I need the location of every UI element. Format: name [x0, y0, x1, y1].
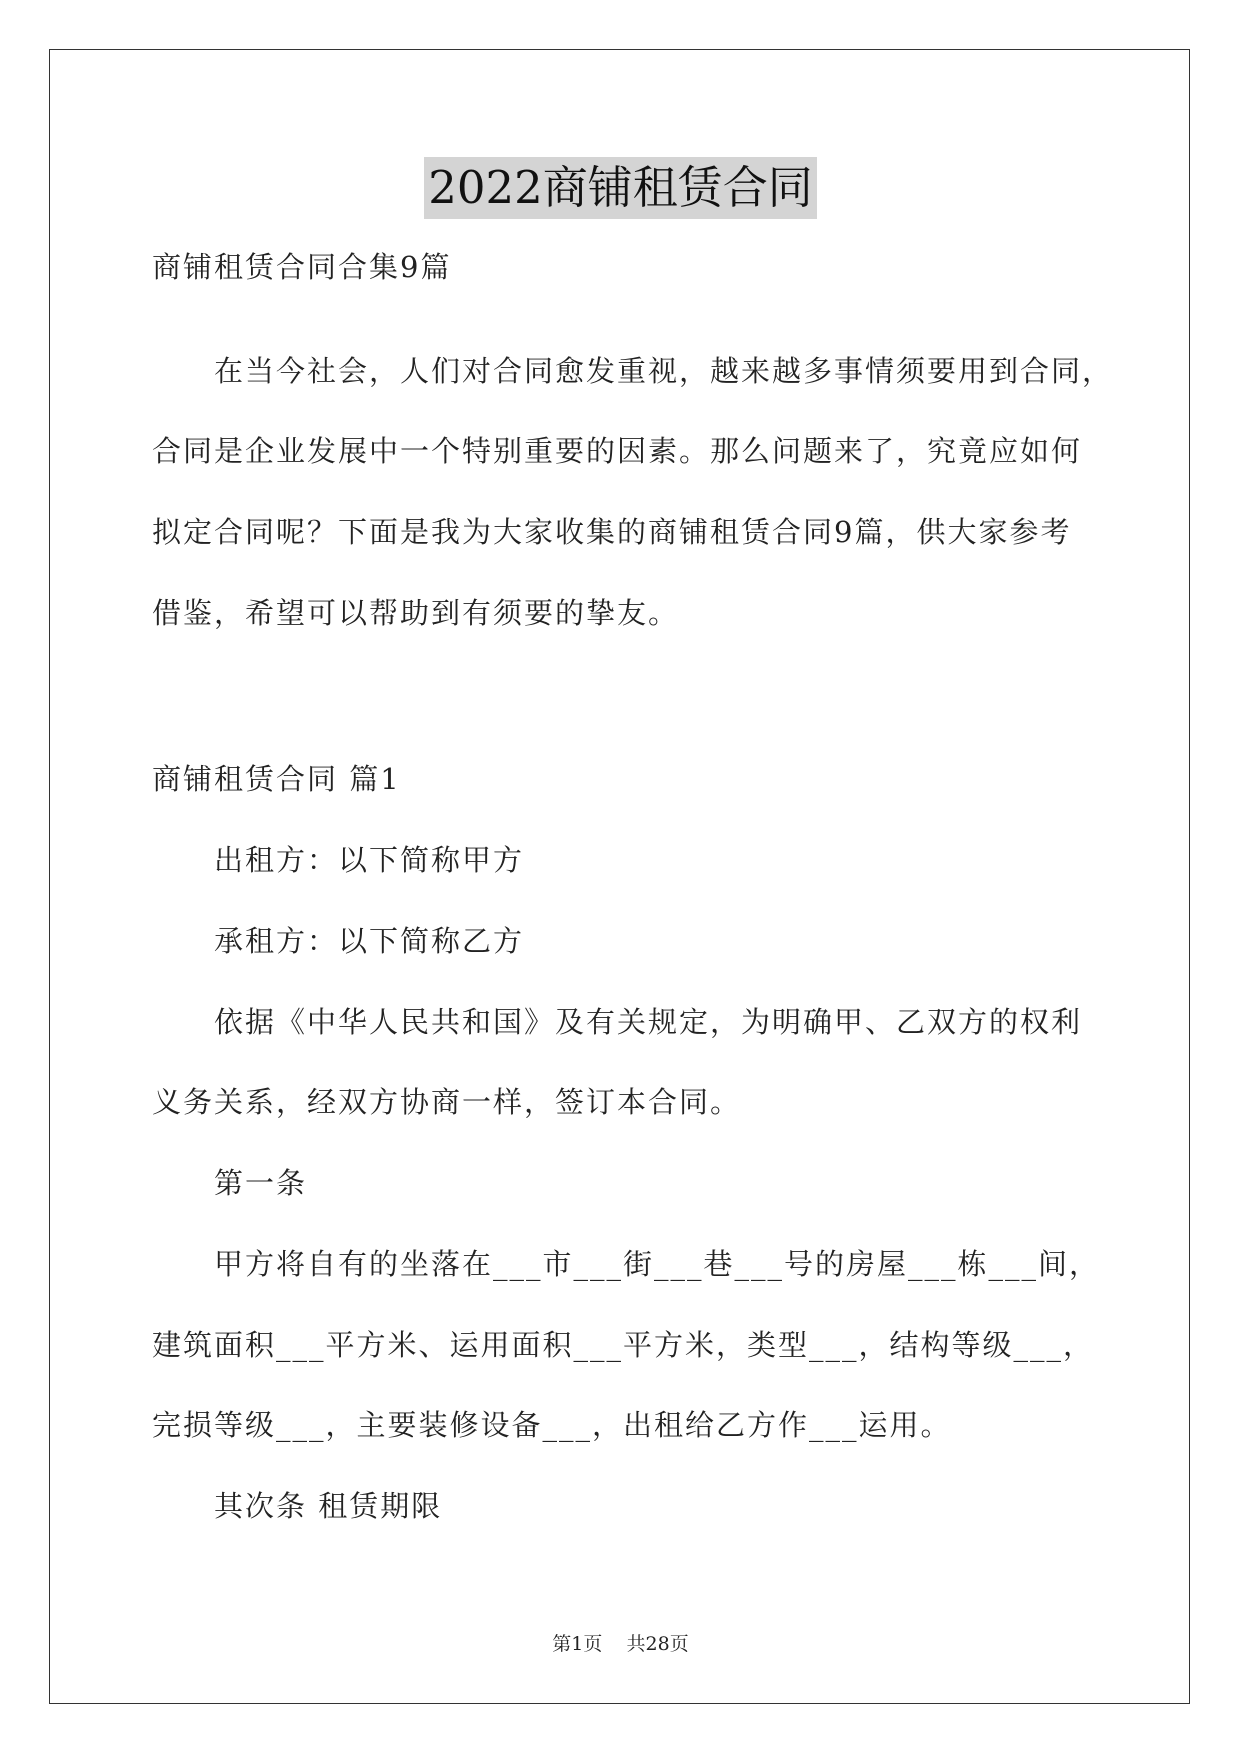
- article-1-line-1: 甲方将自有的坐落在___市___街___巷___号的房屋___栋___间，: [214, 1247, 1101, 1281]
- article-1-line-2: 建筑面积___平方米、运用面积___平方米，类型___，结构等级___，: [152, 1328, 1095, 1362]
- lessee-line: 承租方：以下简称乙方: [214, 924, 525, 958]
- basis-line-1: 依据《中华人民共和国》及有关规定，为明确甲、乙双方的权利: [214, 1005, 1083, 1039]
- intro-line-3: 拟定合同呢？下面是我为大家收集的商铺租赁合同9篇，供大家参考: [152, 515, 1072, 549]
- document-subtitle: 商铺租赁合同合集9篇: [152, 250, 452, 284]
- intro-line-1: 在当今社会，人们对合同愈发重视，越来越多事情须要用到合同，: [214, 354, 1114, 388]
- article-2-heading: 其次条 租赁期限: [214, 1489, 443, 1523]
- intro-line-4: 借鉴，希望可以帮助到有须要的挚友。: [152, 596, 680, 630]
- title-container: [0, 157, 1241, 219]
- article-1-heading: 第一条: [214, 1166, 308, 1200]
- lessor-line: 出租方：以下简称甲方: [214, 843, 525, 877]
- document-title: 2022商铺租赁合同: [424, 157, 817, 219]
- basis-line-2: 义务关系，经双方协商一样，签订本合同。: [152, 1085, 742, 1119]
- section-heading: 商铺租赁合同 篇1: [152, 762, 401, 796]
- page-number-footer: 第1页 共28页: [552, 1633, 689, 1655]
- article-1-line-3: 完损等级___，主要装修设备___，出租给乙方作___运用。: [152, 1408, 952, 1442]
- intro-line-2: 合同是企业发展中一个特别重要的因素。那么问题来了，究竟应如何: [152, 434, 1083, 468]
